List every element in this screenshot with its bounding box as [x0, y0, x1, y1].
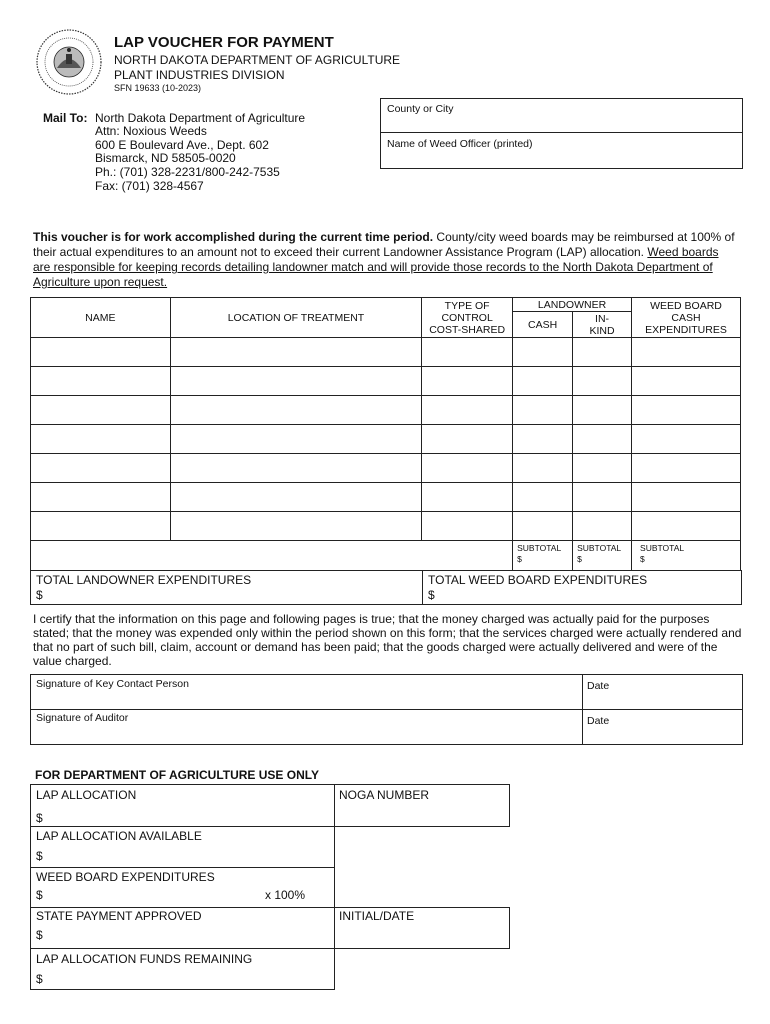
total-landowner-label: TOTAL LANDOWNER EXPENDITURES [36, 573, 252, 587]
type-cell[interactable] [422, 396, 513, 425]
weed-board-expenditures-field[interactable] [30, 867, 335, 908]
type-cell[interactable] [422, 454, 513, 483]
weed-cell[interactable] [632, 396, 741, 425]
location-cell[interactable] [170, 483, 422, 512]
cash-cell[interactable] [513, 454, 573, 483]
subtotal-spacer [31, 541, 513, 571]
cash-cell[interactable] [513, 396, 573, 425]
noga-number-field[interactable] [334, 784, 510, 827]
mail-address-line: Ph.: (701) 328-2231/800-242-7535 [95, 165, 280, 179]
total-landowner-dollar: $ [36, 588, 43, 602]
inkind-cell[interactable] [573, 483, 632, 512]
table-row [31, 338, 741, 367]
table-row [31, 425, 741, 454]
form-title: LAP VOUCHER FOR PAYMENT [114, 34, 334, 51]
form-number: SFN 19633 (10-2023) [114, 83, 202, 93]
total-landowner-field[interactable] [30, 570, 423, 605]
location-cell[interactable] [170, 396, 422, 425]
total-weed-board-dollar: $ [428, 588, 435, 602]
lap-remaining-label: LAP ALLOCATION FUNDS REMAINING [36, 952, 253, 966]
inkind-cell[interactable] [573, 367, 632, 396]
key-contact-label: Signature of Key Contact Person [36, 678, 189, 690]
type-cell[interactable] [422, 338, 513, 367]
name-cell[interactable] [31, 425, 171, 454]
subtotal-label: SUBTOTAL [577, 543, 622, 553]
mail-address-line: Fax: (701) 328-4567 [95, 179, 204, 193]
table-row [31, 396, 741, 425]
lap-available-field[interactable] [30, 826, 335, 868]
cash-cell[interactable] [513, 425, 573, 454]
subtotal-dollar: $ [640, 554, 645, 564]
dollar-sign: $ [36, 849, 43, 863]
auditor-signature-field[interactable] [30, 709, 743, 745]
key-contact-signature-field[interactable] [30, 674, 743, 710]
dept-use-title: FOR DEPARTMENT OF AGRICULTURE USE ONLY [35, 768, 320, 782]
weed-cell[interactable] [632, 425, 741, 454]
weed-line: WEED BOARD [650, 299, 722, 312]
inkind-cell[interactable] [573, 512, 632, 541]
instructions-paragraph [33, 230, 738, 290]
column-header-inkind [573, 312, 632, 338]
column-header-location: LOCATION OF TREATMENT [170, 298, 422, 338]
name-cell[interactable] [31, 512, 171, 541]
location-cell[interactable] [170, 454, 422, 483]
inkind-cell[interactable] [573, 396, 632, 425]
location-cell[interactable] [170, 367, 422, 396]
lap-allocation-field[interactable] [30, 784, 335, 827]
inkind-line: KIND [589, 324, 615, 337]
name-cell[interactable] [31, 396, 171, 425]
column-header-type [422, 298, 513, 338]
column-header-name: NAME [31, 298, 171, 338]
location-cell[interactable] [170, 338, 422, 367]
cash-cell[interactable] [513, 512, 573, 541]
type-line: TYPE OF [444, 299, 490, 312]
column-header-cash: CASH [513, 312, 573, 338]
name-cell[interactable] [31, 338, 171, 367]
type-cell[interactable] [422, 512, 513, 541]
weed-officer-label: Name of Weed Officer (printed) [387, 138, 533, 150]
inkind-cell[interactable] [573, 425, 632, 454]
mail-address-line: North Dakota Department of Agriculture [95, 111, 306, 125]
lap-remaining-field[interactable] [30, 948, 335, 990]
dollar-sign: $ [36, 928, 43, 942]
cash-cell[interactable] [513, 367, 573, 396]
name-cell[interactable] [31, 483, 171, 512]
type-cell[interactable] [422, 367, 513, 396]
lap-available-label: LAP ALLOCATION AVAILABLE [36, 829, 202, 843]
dollar-sign: $ [36, 888, 43, 902]
instructions-text: County/city weed boards may be reimbursed at 100% of their actual expenditures to an amount not to exceed their current Landowner Assistance Program (LAP) allocation. [33, 230, 735, 259]
times-100-label: x 100% [265, 888, 306, 902]
weed-officer-field[interactable] [380, 132, 743, 169]
weed-cell[interactable] [632, 512, 741, 541]
inkind-subtotal[interactable] [573, 541, 632, 571]
division-name: PLANT INDUSTRIES DIVISION [114, 68, 285, 82]
weed-cell[interactable] [632, 483, 741, 512]
instructions-bold: This voucher is for work accomplished during the current time period. [33, 230, 434, 244]
total-weed-board-label: TOTAL WEED BOARD EXPENDITURES [428, 573, 648, 587]
cash-cell[interactable] [513, 483, 573, 512]
location-cell[interactable] [170, 425, 422, 454]
table-row [31, 483, 741, 512]
table-row [31, 367, 741, 396]
noga-number-label: NOGA NUMBER [339, 788, 430, 802]
county-or-city-field[interactable] [380, 98, 743, 133]
state-payment-label: STATE PAYMENT APPROVED [36, 909, 202, 923]
mail-to-label: Mail To: [43, 111, 88, 125]
subtotal-label: SUBTOTAL [640, 543, 685, 553]
weed-board-expenditures-label: WEED BOARD EXPENDITURES [36, 870, 215, 884]
treatment-table [30, 297, 741, 571]
initial-date-label: INITIAL/DATE [339, 909, 415, 923]
type-cell[interactable] [422, 483, 513, 512]
type-cell[interactable] [422, 425, 513, 454]
subtotal-label: SUBTOTAL [517, 543, 562, 553]
county-or-city-label: County or City [387, 103, 454, 115]
dollar-sign: $ [36, 972, 43, 986]
state-payment-field[interactable] [30, 907, 335, 949]
type-line: CONTROL [441, 311, 493, 324]
mail-address-line: 600 E Boulevard Ave., Dept. 602 [95, 138, 269, 152]
auditor-label: Signature of Auditor [36, 712, 129, 724]
certification-text: I certify that the information on this page and following pages is true; that the money charged was actually paid for the purposes stated; that the money was expended only within the period shown on this form; that the services charged were actually rendered and that no part of such bill, claim, account or demand has been paid; that the goods charged were actually delivered and were of the value charged. [33, 612, 742, 668]
inkind-line: IN- [595, 312, 610, 325]
signature-divider [582, 710, 583, 744]
cash-cell[interactable] [513, 338, 573, 367]
date-label: Date [587, 715, 610, 727]
table-row [31, 512, 741, 541]
subtotal-row [31, 541, 741, 571]
north-dakota-seal-icon [35, 28, 103, 96]
mail-address-line: Attn: Noxious Weeds [95, 124, 207, 138]
weed-cell[interactable] [632, 367, 741, 396]
name-cell[interactable] [31, 367, 171, 396]
subtotal-dollar: $ [577, 554, 582, 564]
total-weed-board-field[interactable] [422, 570, 742, 605]
weed-line: CASH [671, 311, 701, 324]
mail-address-line: Bismarck, ND 58505-0020 [95, 151, 236, 165]
date-label: Date [587, 680, 610, 692]
subtotal-dollar: $ [517, 554, 522, 564]
lap-allocation-label: LAP ALLOCATION [36, 788, 137, 802]
name-cell[interactable] [31, 454, 171, 483]
location-cell[interactable] [170, 512, 422, 541]
type-line: COST-SHARED [429, 323, 506, 336]
weed-cell[interactable] [632, 338, 741, 367]
signature-divider [582, 675, 583, 709]
initial-date-field[interactable] [334, 907, 510, 949]
instructions-underlined: Weed boards are responsible for keeping records detailing landowner match and will provide those records to the North Dakota Department of Agriculture upon request. [33, 245, 719, 289]
cash-subtotal[interactable] [513, 541, 573, 571]
inkind-cell[interactable] [573, 338, 632, 367]
table-row [31, 454, 741, 483]
weed-cell[interactable] [632, 454, 741, 483]
weed-line: EXPENDITURES [645, 323, 727, 336]
department-name: NORTH DAKOTA DEPARTMENT OF AGRICULTURE [114, 53, 401, 67]
weed-subtotal[interactable] [632, 541, 741, 571]
inkind-cell[interactable] [573, 454, 632, 483]
column-header-weed-board [632, 298, 741, 338]
column-header-landowner: LANDOWNER [513, 298, 632, 312]
dollar-sign: $ [36, 811, 43, 825]
